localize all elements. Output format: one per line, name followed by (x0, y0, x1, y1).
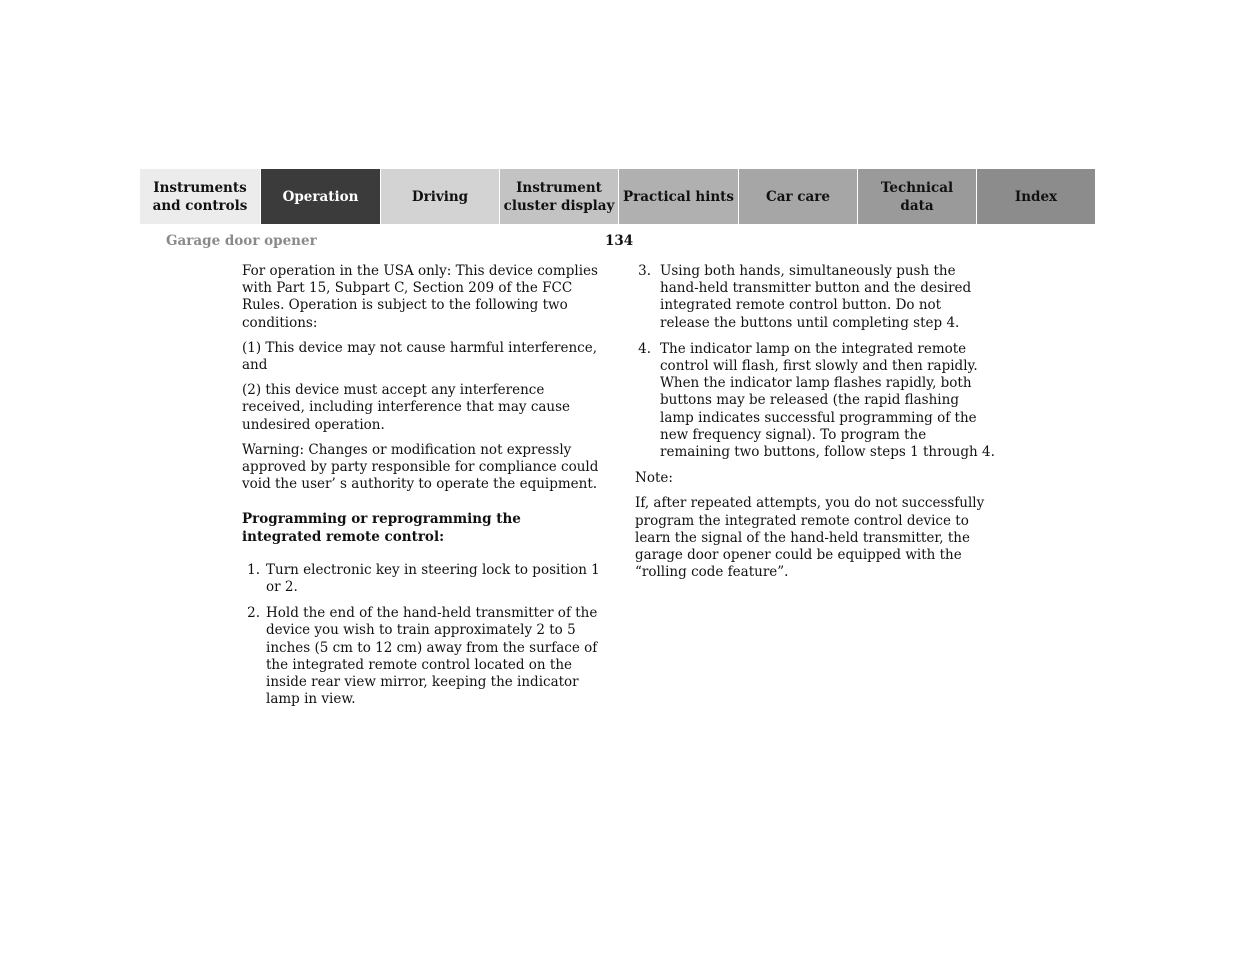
step-number: 4. (638, 340, 651, 357)
tab-car-care[interactable]: Car care (738, 169, 857, 224)
tab-index[interactable]: Index (976, 169, 1095, 224)
condition-2-paragraph: (2) this device must accept any interference received, including interference that may cause undesired operation. (242, 382, 571, 433)
step-number: 1. (247, 561, 260, 578)
step-item (635, 263, 995, 332)
tab-practical-hints[interactable]: Practical hints (618, 169, 738, 224)
tab-operation[interactable]: Operation (260, 169, 380, 224)
step-text: The indicator lamp on the integrated remote control will flash, first slowly and then rapidly. When the indicator lamp flashes rapidly, both buttons may be released (the rapid flashing lamp indicates successful programming of the new frequency signal). To program the remaining two buttons, follow steps 1 through 4. (660, 340, 995, 461)
left-column (242, 263, 604, 717)
note-label: Note: (635, 470, 673, 487)
step-text: Turn electronic key in steering lock to position 1 or 2. (266, 561, 600, 596)
right-column (635, 263, 995, 589)
warning-paragraph: Warning: Changes or modification not expressly approved by party responsible for compliance could void the user’ s authority to operate the equipment. (242, 441, 599, 493)
step-item (242, 605, 604, 708)
tab-driving[interactable]: Driving (380, 169, 499, 224)
step-number: 2. (247, 605, 260, 622)
section-title: Garage door opener (166, 233, 317, 249)
chapter-tab-bar (140, 169, 1095, 224)
programming-heading: Programming or reprogramming the integrated remote control: (242, 511, 521, 545)
step-item (242, 562, 604, 596)
fcc-compliance-paragraph: For operation in the USA only: This device complies with Part 15, Subpart C, Section 209 of the FCC Rules. Operation is subject to the following two conditions: (242, 263, 598, 331)
tab-technical-data[interactable]: Technical data (857, 169, 976, 224)
step-text: Hold the end of the hand-held transmitter of the device you wish to train approximately 2 to 5 inches (5 cm to 12 cm) away from the surface of the integrated remote control located on the inside rear view mirror, keeping the indicator lamp in view. (266, 605, 598, 708)
note-text: If, after repeated attempts, you do not successfully program the integrated remote control device to learn the signal of the hand-held transmitter, the garage door opener could be equipped with the “rolling code feature”. (635, 495, 985, 581)
condition-1-paragraph: (1) This device may not cause harmful interference, and (242, 339, 598, 374)
step-number: 3. (638, 263, 651, 279)
step-text: Using both hands, simultaneously push the hand-held transmitter button and the desired integrated remote control button. Do not release the buttons until completing step 4. (660, 263, 972, 331)
step-item (635, 341, 995, 461)
tab-instrument-cluster-display[interactable]: Instrument cluster display (499, 169, 618, 224)
tab-instruments-and-controls[interactable]: Instruments and controls (140, 169, 260, 224)
page-number: 134 (605, 233, 634, 249)
